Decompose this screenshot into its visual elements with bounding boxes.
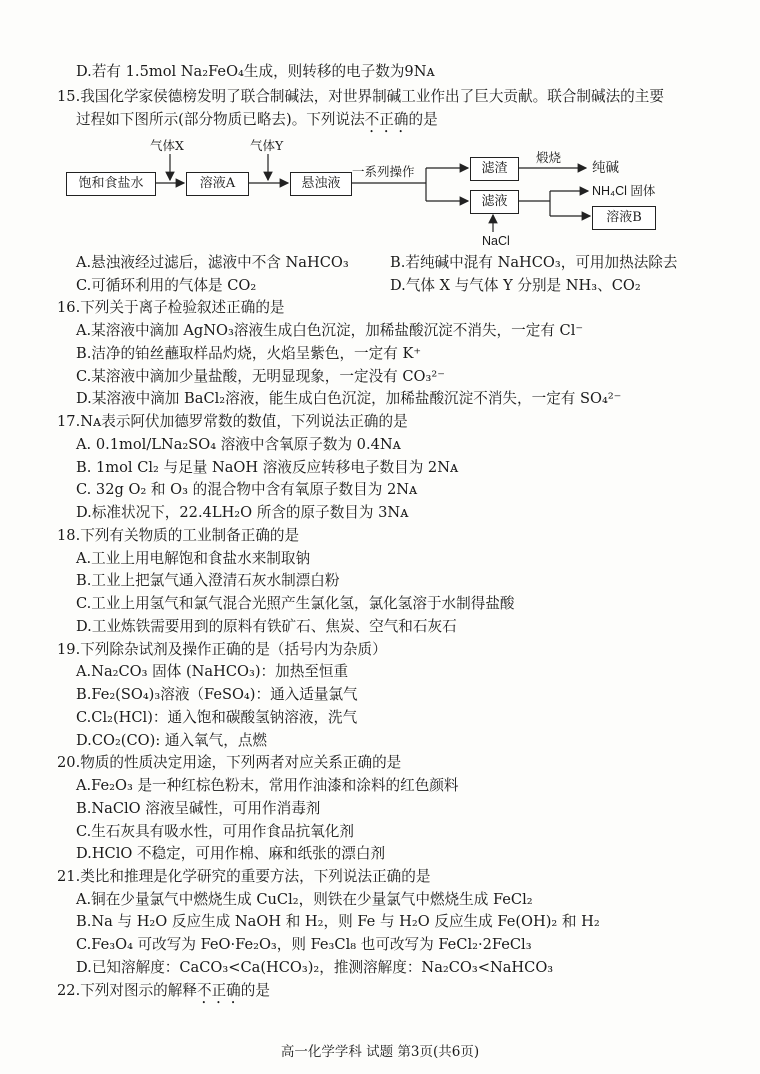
q15-emphasis: 不正确 bbox=[364, 111, 409, 128]
q17-option-d: D.标准状况下，22.4LH₂O 所含的原子数目为 3Nᴀ bbox=[76, 504, 409, 521]
q19-option-d: D.CO₂(CO): 通入氧气，点燃 bbox=[76, 732, 268, 749]
q20-stem: 20.物质的性质决定用途，下列两者对应关系正确的是 bbox=[57, 754, 402, 771]
label-series-ops: 一系列操作 bbox=[352, 164, 415, 179]
q17-stem: 17.Nᴀ表示阿伏加德罗常数的数值，下列说法正确的是 bbox=[57, 413, 408, 430]
q21-stem: 21.类比和推理是化学研究的重要方法，下列说法正确的是 bbox=[57, 868, 431, 885]
box-filtrate: 滤液 bbox=[470, 190, 519, 214]
q15-stem-line1: 15.我国化学家侯德榜发明了联合制碱法，对世界制碱工业作出了巨大贡献。联合制碱法的主要 bbox=[57, 88, 664, 105]
q21-option-c: C.Fe₃O₄ 可改写为 FeO·Fe₂O₃，则 Fe₃Cl₈ 也可改写为 FeCl₂·2FeCl₃ bbox=[76, 936, 532, 953]
q20-option-c: C.生石灰具有吸水性，可用作食品抗氧化剂 bbox=[76, 823, 354, 840]
q22-emphasis: 不正确 bbox=[196, 982, 241, 999]
page-footer: 高一化学学科 试题 第3页(共6页) bbox=[280, 1044, 480, 1060]
q16-option-b: B.洁净的铂丝蘸取样品灼烧，火焰呈紫色，一定有 K⁺ bbox=[76, 345, 422, 362]
q18-option-d: D.工业炼铁需要用到的原料有铁矿石、焦炭、空气和石灰石 bbox=[76, 618, 457, 635]
prev-option-d: D.若有 1.5mol Na₂FeO₄生成，则转移的电子数为9Nᴀ bbox=[76, 63, 435, 80]
label-gas-x: 气体X bbox=[150, 138, 184, 153]
q15-option-c: C.可循环利用的气体是 CO₂ bbox=[76, 277, 257, 294]
q15-option-d: D.气体 X 与气体 Y 分别是 NH₃、CO₂ bbox=[390, 277, 641, 294]
q20-option-a: A.Fe₂O₃ 是一种红棕色粉末，常用作油漆和涂料的红色颜料 bbox=[76, 777, 459, 794]
q17-option-c: C. 32g O₂ 和 O₃ 的混合物中含有氧原子数目为 2Nᴀ bbox=[76, 481, 418, 498]
q19-option-b: B.Fe₂(SO₄)₃溶液（FeSO₄)：通入适量氯气 bbox=[76, 686, 358, 703]
q15-stem-text: 过程如下图所示(部分物质已略去)。下列说法 bbox=[76, 111, 365, 128]
q15-stem-line2 bbox=[76, 110, 438, 136]
q21-option-d: D.已知溶解度：CaCO₃<Ca(HCO₃)₂，推测溶解度：Na₂CO₃<NaHCO₃ bbox=[76, 959, 554, 976]
q16-stem: 16.下列关于离子检验叙述正确的是 bbox=[57, 299, 285, 316]
q16-option-a: A.某溶液中滴加 AgNO₃溶液生成白色沉淀，加稀盐酸沉淀不消失，一定有 Cl⁻ bbox=[76, 322, 584, 339]
box-residue: 滤渣 bbox=[470, 157, 519, 181]
process-flow-diagram bbox=[60, 138, 700, 250]
q18-option-c: C.工业上用氢气和氯气混合光照产生氯化氢，氯化氢溶于水制得盐酸 bbox=[76, 595, 515, 612]
label-gas-y: 气体Y bbox=[250, 138, 284, 153]
q16-option-c: C.某溶液中滴加少量盐酸，无明显现象，一定没有 CO₃²⁻ bbox=[76, 368, 445, 385]
q19-option-c: C.Cl₂(HCl)：通入饱和碳酸氢钠溶液，洗气 bbox=[76, 709, 358, 726]
q17-option-a: A. 0.1mol/LNa₂SO₄ 溶液中含氧原子数为 0.4Nᴀ bbox=[76, 436, 401, 453]
box-suspension: 悬浊液 bbox=[290, 172, 352, 196]
q18-option-a: A.工业上用电解饱和食盐水来制取钠 bbox=[76, 550, 311, 567]
q16-option-d: D.某溶液中滴加 BaCl₂溶液，能生成白色沉淀，加稀盐酸沉淀不消失，一定有 SO₄²⁻ bbox=[76, 390, 622, 407]
q22-stem bbox=[57, 981, 270, 1007]
q20-option-d: D.HClO 不稳定，可用作棉、麻和纸张的漂白剂 bbox=[76, 845, 386, 862]
q21-option-b: B.Na 与 H₂O 反应生成 NaOH 和 H₂，则 Fe 与 H₂O 反应生成 Fe(OH)₂ 和 H₂ bbox=[76, 913, 600, 930]
q15-stem-end: 的是 bbox=[408, 111, 438, 128]
box-saturated-brine: 饱和食盐水 bbox=[66, 172, 156, 196]
q22-stem-end: 的是 bbox=[240, 982, 270, 999]
q22-stem-text: 22.下列对图示的解释 bbox=[57, 982, 197, 999]
q15-option-b: B.若纯碱中混有 NaHCO₃，可用加热法除去 bbox=[390, 254, 678, 271]
q18-option-b: B.工业上把氯气通入澄清石灰水制漂白粉 bbox=[76, 572, 340, 589]
q20-option-b: B.NaClO 溶液呈碱性，可用作消毒剂 bbox=[76, 800, 321, 817]
q15-option-a: A.悬浊液经过滤后，滤液中不含 NaHCO₃ bbox=[76, 254, 349, 271]
q19-stem: 19.下列除杂试剂及操作正确的是（括号内为杂质） bbox=[57, 641, 387, 658]
label-calcine: 煅烧 bbox=[536, 150, 562, 165]
label-nacl: NaCl bbox=[482, 234, 510, 248]
q19-option-a: A.Na₂CO₃ 固体 (NaHCO₃)：加热至恒重 bbox=[76, 663, 349, 680]
label-soda-ash: 纯碱 bbox=[592, 160, 619, 176]
q18-stem: 18.下列有关物质的工业制备正确的是 bbox=[57, 527, 300, 544]
box-solution-b: 溶液B bbox=[592, 206, 656, 230]
box-solution-a: 溶液A bbox=[186, 172, 249, 196]
label-nh4cl-solid: NH₄Cl 固体 bbox=[592, 184, 656, 198]
q21-option-a: A.铜在少量氯气中燃烧生成 CuCl₂，则铁在少量氯气中燃烧生成 FeCl₂ bbox=[76, 891, 533, 908]
q17-option-b: B. 1mol Cl₂ 与足量 NaOH 溶液反应转移电子数目为 2Nᴀ bbox=[76, 459, 459, 476]
